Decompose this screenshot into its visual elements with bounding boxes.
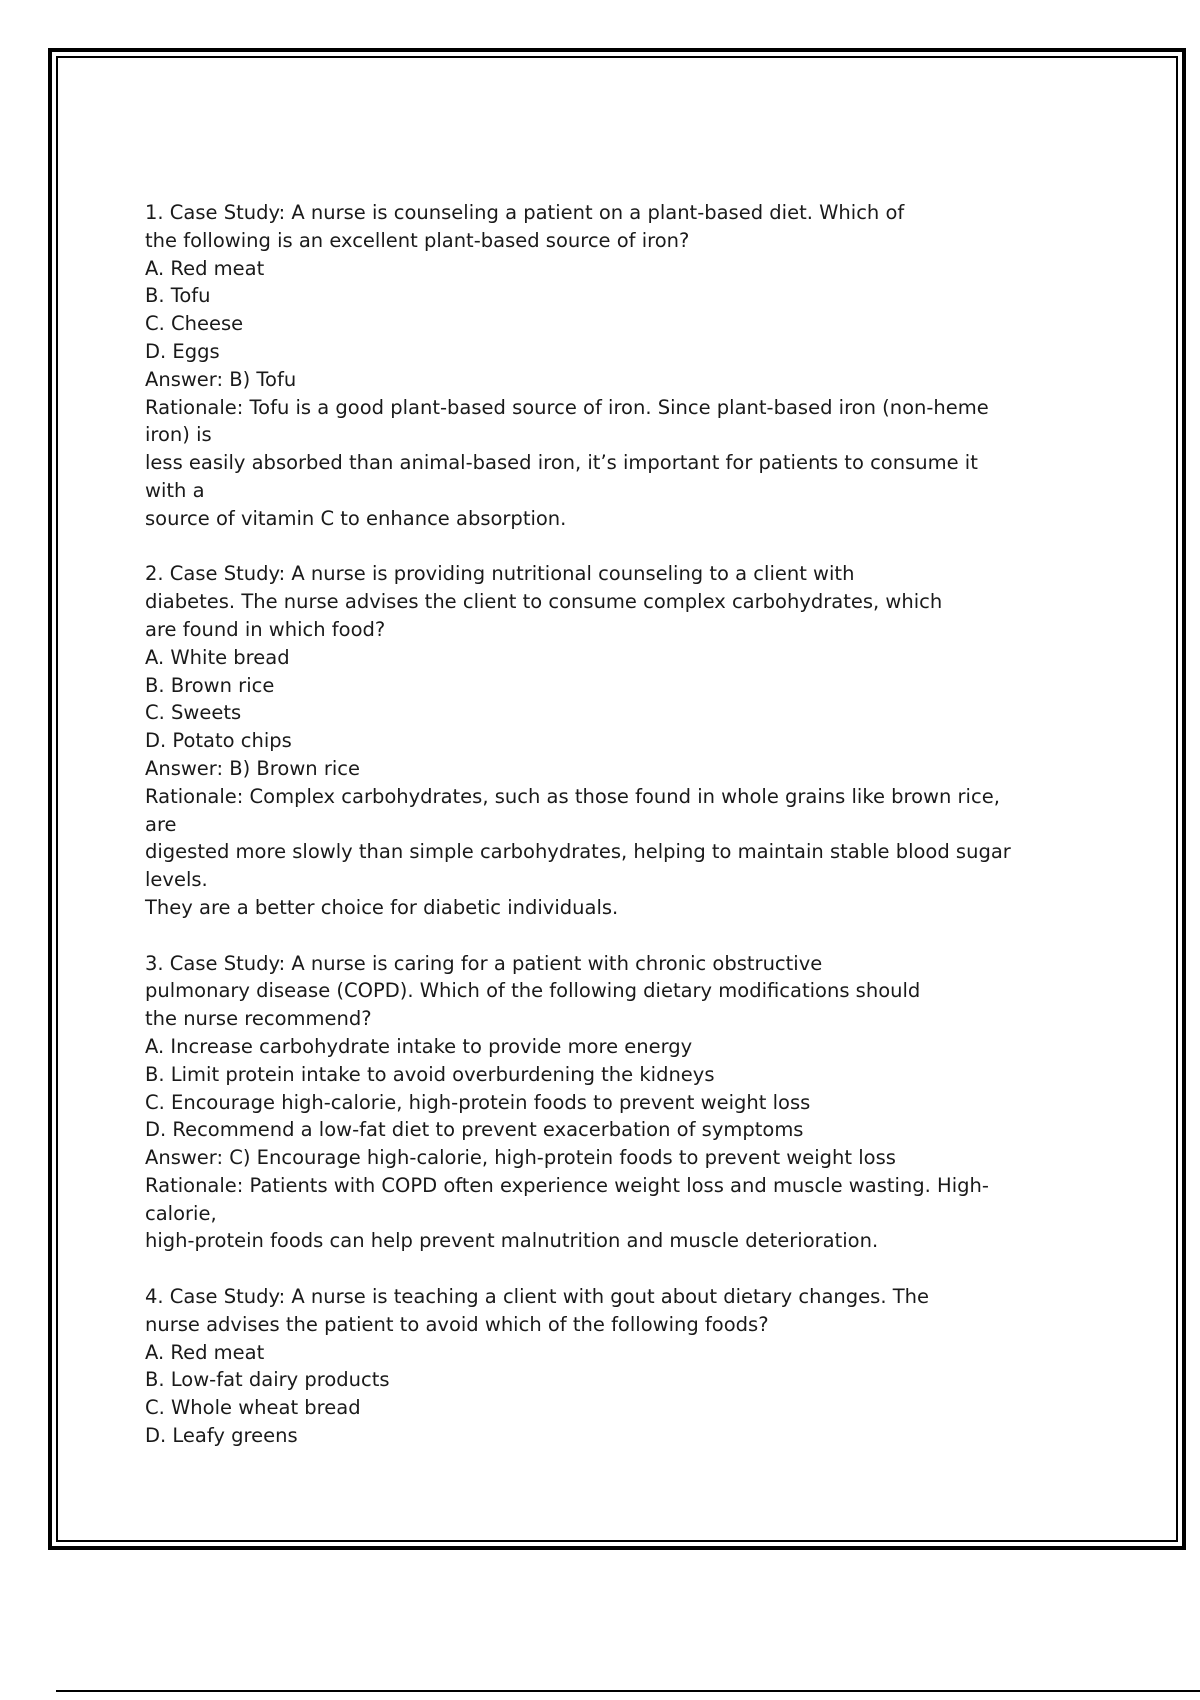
rationale-line: calorie, — [145, 1201, 217, 1225]
rationale-line: levels. — [145, 868, 208, 892]
answer-option: A. White bread — [145, 645, 290, 669]
answer-option: D. Leafy greens — [145, 1424, 298, 1448]
answer-option: C. Whole wheat bread — [145, 1396, 361, 1420]
question-1 — [145, 199, 1095, 533]
question-stem-line: the following is an excellent plant-based source of iron? — [145, 228, 690, 252]
rationale-line: with a — [145, 478, 205, 502]
answer-option: B. Limit protein intake to avoid overburdening the kidneys — [145, 1062, 715, 1086]
rationale-line: digested more slowly than simple carbohydrates, helping to maintain stable blood sugar — [145, 840, 1011, 864]
correct-answer: Answer: B) Brown rice — [145, 756, 360, 780]
correct-answer: Answer: B) Tofu — [145, 367, 297, 391]
answer-option: A. Increase carbohydrate intake to provide more energy — [145, 1034, 693, 1058]
question-stem-line: diabetes. The nurse advises the client to consume complex carbohydrates, which — [145, 590, 943, 614]
question-stem-line: 1. Case Study: A nurse is counseling a patient on a plant-based diet. Which of — [145, 201, 905, 224]
document-content — [145, 199, 1095, 1478]
rationale-line: source of vitamin C to enhance absorption. — [145, 506, 567, 530]
question-stem-line: pulmonary disease (COPD). Which of the following dietary modifications should — [145, 979, 921, 1003]
question-stem-line: are found in which food? — [145, 617, 386, 641]
question-stem-line: nurse advises the patient to avoid which of the following foods? — [145, 1312, 769, 1336]
answer-option: C. Sweets — [145, 701, 242, 725]
answer-option: C. Encourage high-calorie, high-protein foods to prevent weight loss — [145, 1090, 811, 1114]
question-stem-line: the nurse recommend? — [145, 1007, 372, 1031]
correct-answer: Answer: C) Encourage high-calorie, high-protein foods to prevent weight loss — [145, 1146, 896, 1170]
answer-option: A. Red meat — [145, 1340, 265, 1364]
question-2 — [145, 560, 1095, 921]
rationale-line: high-protein foods can help prevent malnutrition and muscle deterioration. — [145, 1229, 879, 1253]
question-stem-line: 2. Case Study: A nurse is providing nutritional counseling to a client with — [145, 562, 855, 586]
question-stem-line: 4. Case Study: A nurse is teaching a client with gout about dietary changes. The — [145, 1285, 929, 1309]
answer-option: B. Tofu — [145, 284, 211, 308]
question-stem-line: 3. Case Study: A nurse is caring for a patient with chronic obstructive — [145, 951, 823, 975]
rationale-line: iron) is — [145, 423, 212, 447]
answer-option: B. Brown rice — [145, 673, 275, 697]
question-3 — [145, 950, 1095, 1256]
answer-option: D. Recommend a low-fat diet to prevent exacerbation of symptoms — [145, 1118, 804, 1142]
rationale-line: Rationale: Complex carbohydrates, such as those found in whole grains like brown rice, — [145, 784, 1000, 808]
answer-option: B. Low-fat dairy products — [145, 1368, 390, 1392]
footer-divider — [56, 1690, 1200, 1692]
answer-option: C. Cheese — [145, 312, 244, 336]
question-4 — [145, 1283, 1095, 1450]
rationale-line: Rationale: Tofu is a good plant-based source of iron. Since plant-based iron (non-heme — [145, 395, 989, 419]
rationale-line: They are a better choice for diabetic individuals. — [145, 895, 619, 919]
answer-option: D. Potato chips — [145, 729, 292, 753]
rationale-line: Rationale: Patients with COPD often experience weight loss and muscle wasting. High- — [145, 1173, 989, 1197]
answer-option: A. Red meat — [145, 256, 265, 280]
rationale-line: are — [145, 812, 177, 836]
rationale-line: less easily absorbed than animal-based iron, it’s important for patients to consume it — [145, 451, 978, 475]
answer-option: D. Eggs — [145, 339, 220, 363]
